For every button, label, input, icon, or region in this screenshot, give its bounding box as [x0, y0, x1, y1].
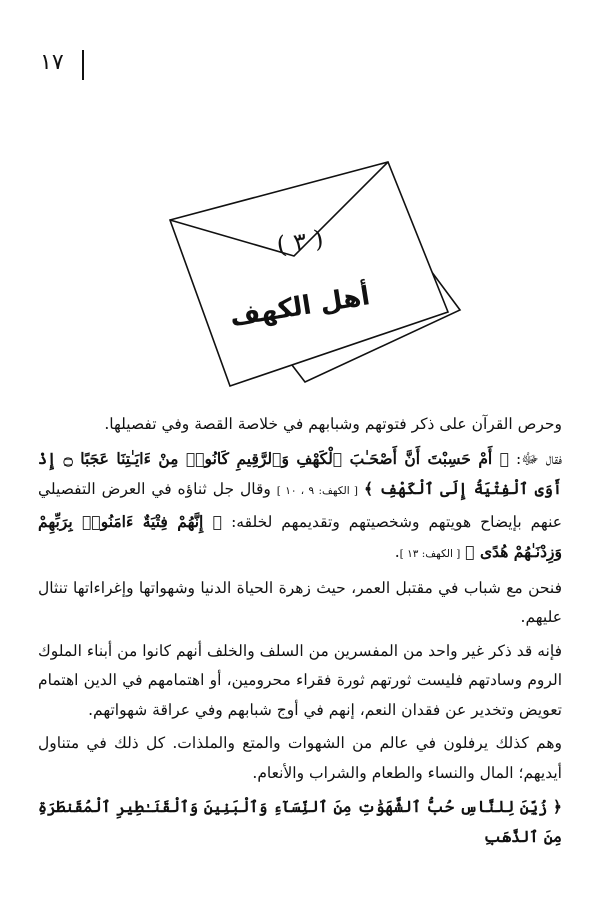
- paragraph-3: فنحن مع شباب في مقتبل العمر، حيث زهرة الحياة الدنيا وشهواتها وإغراءاتها تنثال عليهم.: [38, 578, 562, 626]
- paragraph-2-end: .: [394, 543, 400, 561]
- verse-reference-2: [ الكهف: ١٣ ]: [399, 548, 461, 560]
- page-number: ١٧: [40, 50, 64, 75]
- paragraph-1: وحرص القرآن على ذكر فتوتهم وشبابهم في خلاصة القصة وفي تفصيلها.: [104, 415, 562, 433]
- quran-verse-1: ﴿ أَمْ حَسِبْتَ أَنَّ أَصْحَـٰبَ ٱلْكَهْفِ وَٱلرَّقِيمِ كَانُوا۟ مِنْ ءَايَـٰتِنَا عَجَبًا ۝ إِذْ أَوَى ٱلْفِتْيَةُ إِلَى ٱلْكَهْفِ ﴾: [38, 448, 562, 498]
- paragraph-2-middle: وقال جل ثناؤه في العرض التفصيلي عنهم بإيضاح هويتهم وشخصيتهم وتقديمهم لخلقه:: [38, 480, 562, 531]
- page-number-divider: [82, 50, 84, 80]
- paragraph-2: [38, 444, 562, 570]
- body-text: [38, 410, 562, 855]
- quran-verse-2: ﴿ إِنَّهُمْ فِتْيَةٌ ءَامَنُوا۟ بِرَبِّهِمْ وَزِدْنَـٰهُمْ هُدًى ﴾: [38, 511, 562, 561]
- paragraph-5: وهم كذلك يرفلون في عالم من الشهوات والمتع والملذات. كل ذلك في متناول أيديهم؛ المال والنساء والطعام والشراب والأنعام.: [38, 734, 562, 782]
- verse-reference-1: [ الكهف: ٩ ، ١٠ ]: [276, 485, 359, 497]
- envelope-front: [170, 162, 448, 386]
- paragraph-2-lead: فقال ﷻ:: [516, 449, 563, 468]
- chapter-number: ( ٣ ): [274, 224, 326, 260]
- chapter-title: أهل الكهف: [227, 281, 373, 333]
- envelope-illustration: [130, 160, 470, 400]
- paragraph-4: فإنه قد ذكر غير واحد من المفسرين من السلف والخلف أنهم كانوا من أبناء الملوك الروم وسادتهم فليست ثورتهم ثورة فقراء محرومين، أو اهتمامهم في الدين اهتمام تعويض وتخدير عن فقدان النعم، إنهم في أوج شبابهم وفي عراقة شهواتهم.: [38, 641, 562, 719]
- quran-verse-3: ﴿ زُيِّنَ لِلنَّاسِ حُبُّ ٱلشَّهَوَٰتِ مِنَ ٱلنِّسَآءِ وَٱلْبَنِينَ وَٱلْقَنَـٰطِيرِ ٱلْمُقَنطَرَةِ مِنَ ٱلذَّهَبِ: [38, 797, 562, 846]
